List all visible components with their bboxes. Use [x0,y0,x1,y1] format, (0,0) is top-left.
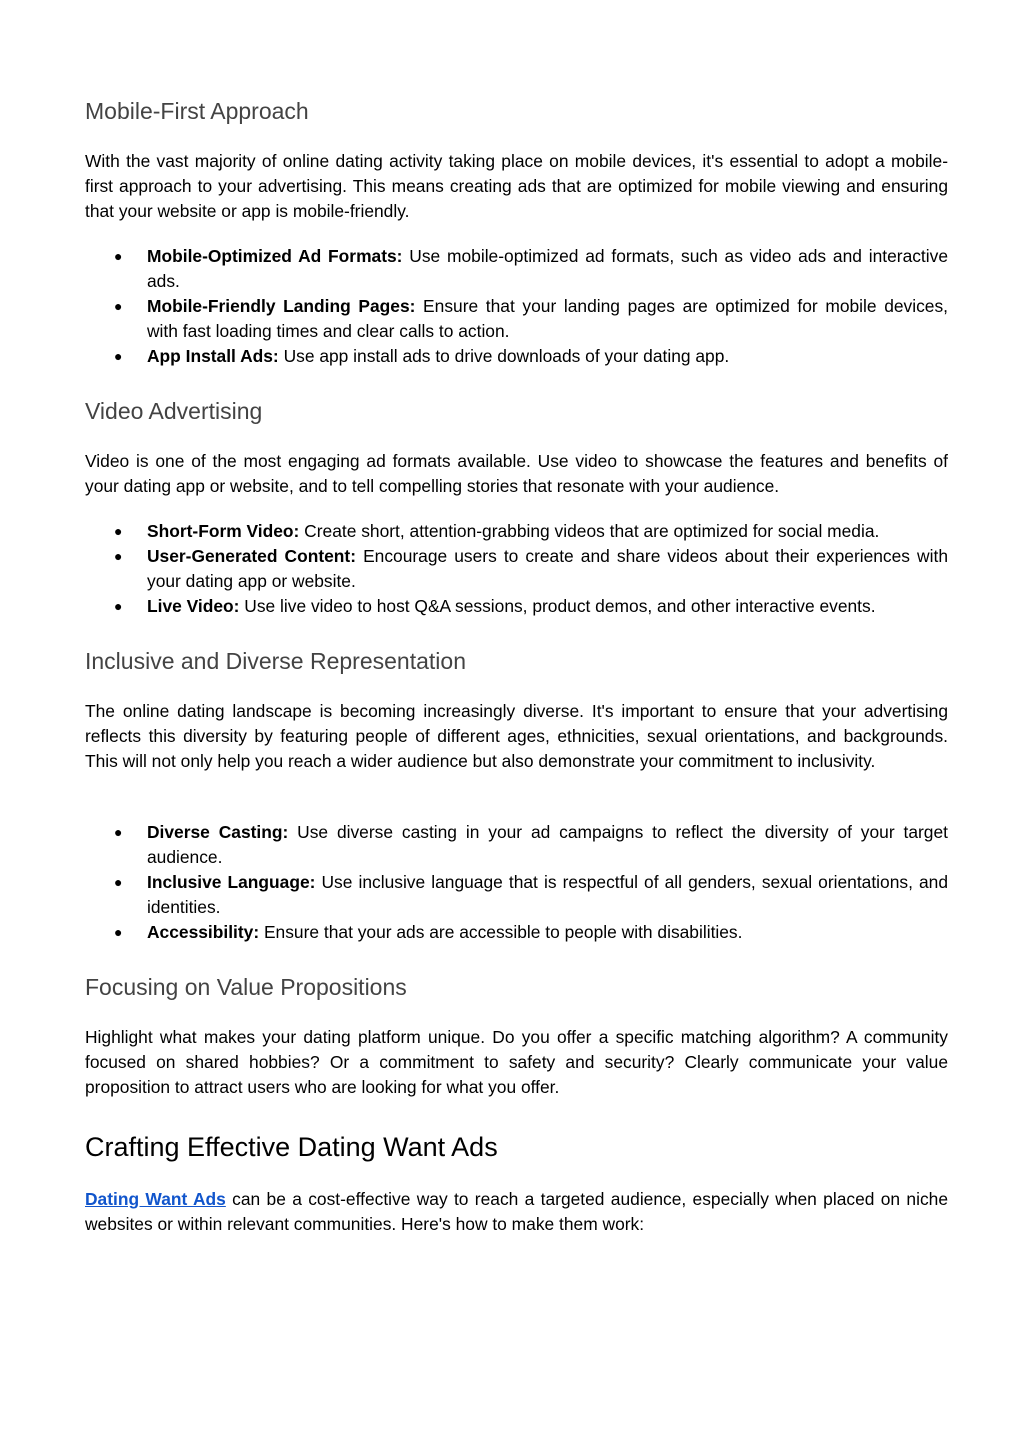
heading-mobile-first: Mobile-First Approach [85,98,309,124]
list-item [85,244,948,294]
list-item [85,544,948,594]
bullet-list-inclusive-representation [85,820,948,945]
paragraph-mobile-first: With the vast majority of online dating activity taking place on mobile devices, it's essential to adopt a mobile-first approach to your advertising. This means creating ads that are optimized for mobile viewing and ensuring that your website or app is mobile-friendly. [85,151,948,221]
list-item [85,519,948,544]
heading-video-advertising: Video Advertising [85,398,263,424]
paragraph-crafting-rest: can be a cost-effective way to reach a targeted audience, especially when placed on niche websites or within relevant communities. Here's how to make them work: [85,1189,949,1234]
paragraph-value-propositions: Highlight what makes your dating platform unique. Do you offer a specific matching algorithm? A community focused on shared hobbies? Or a commitment to safety and security? Clearly communicate your value proposition to attract users who are looking for what you offer. [85,1027,948,1097]
list-item [85,294,948,344]
bullet-icon: ● [114,298,123,314]
heading-value-propositions: Focusing on Value Propositions [85,974,407,1000]
bullet-term: User-Generated Content: [147,546,357,566]
bullet-text: Use mobile-optimized ad formats, such as video ads and interactive ads. [147,246,948,291]
bullet-text: Use app install ads to drive downloads of your dating app. [278,346,730,366]
heading-crafting-want-ads: Crafting Effective Dating Want Ads [85,1132,498,1162]
bullet-term: Diverse Casting: [147,822,289,842]
bullet-icon: ● [114,824,123,840]
bullet-icon: ● [114,348,123,364]
paragraph-video-advertising: Video is one of the most engaging ad formats available. Use video to showcase the features and benefits of your dating app or website, and to tell compelling stories that resonate with your audience. [85,451,948,496]
heading-inclusive-representation: Inclusive and Diverse Representation [85,648,466,674]
list-item [85,344,948,369]
bullet-term: Accessibility: [147,922,260,942]
bullet-list-video-advertising [85,519,948,619]
bullet-text: Create short, attention-grabbing videos that are optimized for social media. [299,521,880,541]
bullet-text: Use live video to host Q&A sessions, product demos, and other interactive events. [239,596,876,616]
bullet-icon: ● [114,598,123,614]
bullet-term: Live Video: [147,596,240,616]
bullet-text: Use inclusive language that is respectful of all genders, sexual orientations, and identities. [147,872,948,917]
bullet-term: Inclusive Language: [147,872,316,892]
bullet-text: Use diverse casting in your ad campaigns to reflect the diversity of your target audience. [147,822,948,867]
bullet-term: App Install Ads: [147,346,279,366]
bullet-icon: ● [114,548,123,564]
bullet-text: Ensure that your ads are accessible to people with disabilities. [259,922,743,942]
bullet-icon: ● [114,924,123,940]
bullet-term: Mobile-Optimized Ad Formats: [147,246,403,266]
list-item [85,820,948,870]
paragraph-inclusive-representation: The online dating landscape is becoming increasingly diverse. It's important to ensure that your advertising reflects this diversity by featuring people of different ages, ethnicities, sexual orientations, and backgrounds. This will not only help you reach a wider audience but also demonstrate your commitment to inclusivity. [85,701,948,771]
bullet-icon: ● [114,874,123,890]
bullet-term: Mobile-Friendly Landing Pages: [147,296,416,316]
bullet-text: Encourage users to create and share videos about their experiences with your dating app or website. [147,546,948,591]
bullet-text: Ensure that your landing pages are optimized for mobile devices, with fast loading times and clear calls to action. [147,296,948,341]
list-item [85,594,948,619]
bullet-term: Short-Form Video: [147,521,300,541]
paragraph-crafting-want-ads [85,1187,948,1237]
bullet-icon: ● [114,523,123,539]
dating-want-ads-link[interactable]: Dating Want Ads [85,1189,226,1209]
bullet-list-mobile-first [85,244,948,369]
bullet-icon: ● [114,248,123,264]
list-item [85,920,948,945]
list-item [85,870,948,920]
